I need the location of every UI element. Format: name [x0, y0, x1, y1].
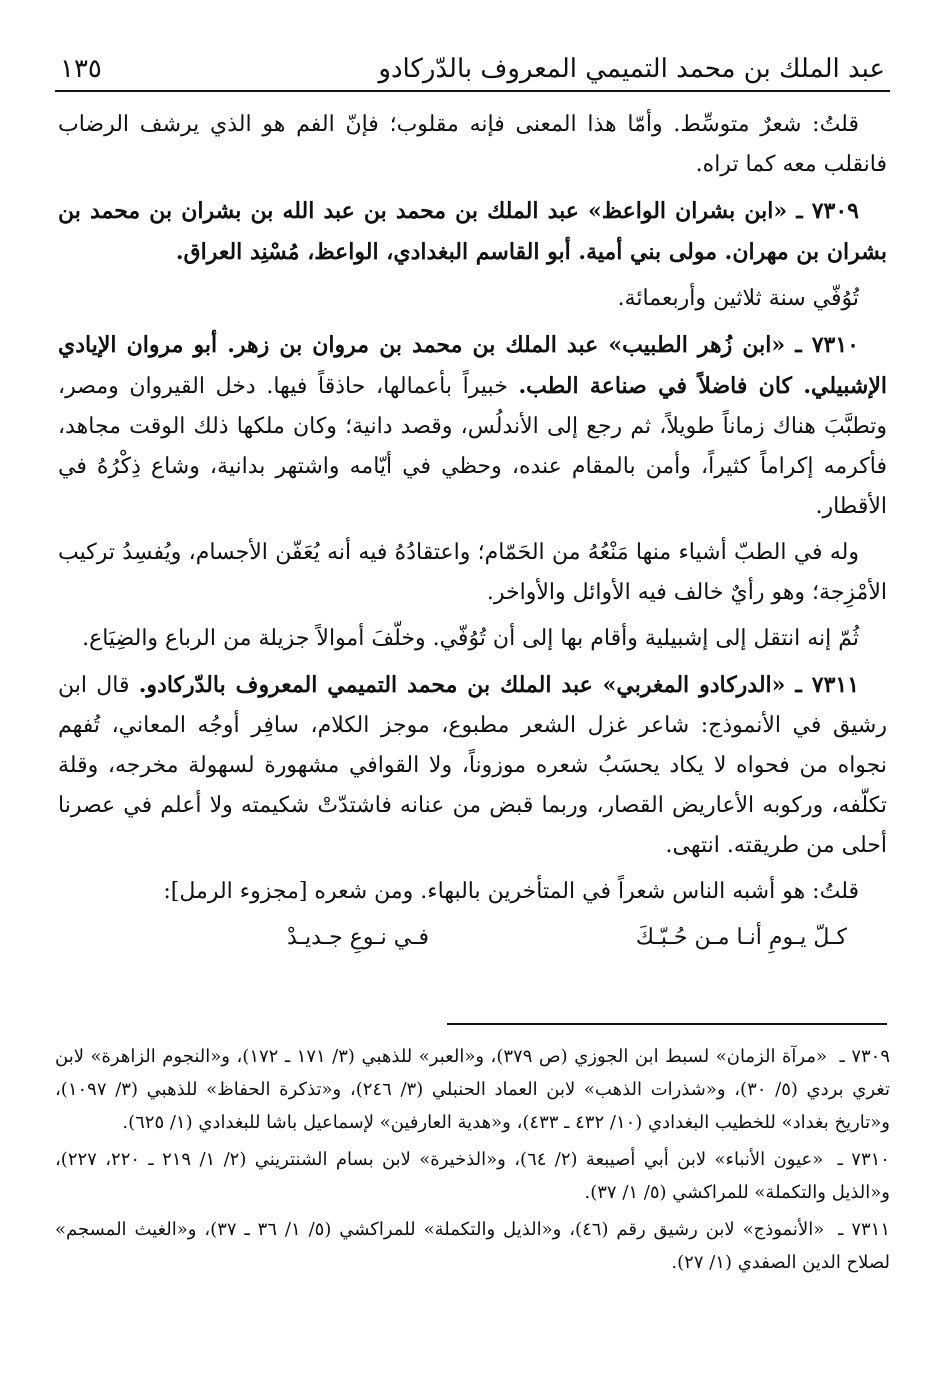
main-text: [58, 105, 887, 958]
footnotes: [55, 1040, 890, 1283]
paragraph: وله في الطبّ أشياء منها مَنْعُهُ من الحَمّام؛ واعتقادُهُ فيه أنه يُعَفّن الأجسام، ويُفسِدُ تركيب الأمْزِجة؛ وهو رأيٌ خالف فيه الأوائل والأواخر.: [58, 540, 887, 605]
footnote-rule: [447, 1023, 887, 1025]
paragraph: قلتُ: شعرٌ متوسِّط. وأمّا هذا المعنى فإنه مقلوب؛ فإنّ الفم هو الذي يرشف الرضاب فانقلب معه كما تراه.: [58, 112, 887, 177]
poem-verse: [287, 918, 847, 958]
poem-hemistich-first: كـلّ يـومِ أنـا مـن حُـبّـكَ: [635, 925, 847, 950]
paragraph: قلتُ: هو أشبه الناس شعراً في المتأخرين بالبهاء. ومن شعره [مجزوء الرمل]:: [163, 879, 859, 904]
footnote-text: «مرآة الزمان» لسبط ابن الجوزي (ص ٣٧٩)، و«العبر» للذهبي (٣/ ١٧١ ـ ١٧٢)، و«النجوم الزاهرة» لابن تغري بردي (٥/ ٣٠)، و«شذرات الذهب» لابن العماد الحنبلي (٣/ ٢٤٦)، و«تذكرة الحفاظ» للذهبي (٣/ ١٠٩٧)، و«تاريخ بغداد» للخطيب البغدادي (١٠/ ٤٣٢ ـ ٤٣٣)، و«هدية العارفين» لإسماعيل باشا للبغدادي (١/ ٦٢٥).: [55, 1046, 890, 1133]
entry-heading: ٧٣١١ ـ «الدركادو المغربي» عبد الملك بن محمد التميمي المعروف بالدّركادو.: [138, 672, 860, 698]
paragraph: تُوُفّي سنة ثلاثين وأربعمائة.: [617, 286, 859, 311]
entry-7311: [58, 665, 887, 866]
entry-7310: [58, 325, 887, 527]
page-number: ١٣٥: [60, 54, 102, 85]
footnote-number: ٧٣١٠ ـ: [837, 1149, 890, 1170]
footnote: [55, 1040, 890, 1139]
footnote: [55, 1143, 890, 1209]
header-rule: [55, 90, 890, 92]
footnote-number: ٧٣١١ ـ: [838, 1219, 890, 1240]
page-header: [60, 40, 885, 84]
footnote: [55, 1213, 890, 1279]
entry-text: خبيراً بأعمالها، حاذقاً فيها. دخل القيروان ومصر، وتطبَّبَ هناك زماناً طويلاً، ثم رجع إلى الأندلُس، وقصد دانية؛ وكان ملكها ذلك الوقت مجاهد، فأكرمه إكراماً كثيراً، وأمن بالمقام عنده، وحظي في أيّامه واشتهر بدانية، وشاع ذِكْرُهُ في الأقطار.: [58, 374, 887, 519]
entry-heading: ٧٣١٠ ـ «ابن زُهر الطبيب» عبد الملك بن محمد بن مروان بن زهر. أبو مروان الإيادي الإشبيلي. كان فاضلاً في صناعة الطب.: [58, 332, 887, 399]
running-title: عبد الملك بن محمد التميمي المعروف بالدّركادو: [378, 54, 885, 85]
entry-text: قال ابن رشيق في الأنموذج: شاعر غزل الشعر مطبوع، موجز الكلام، سافِر أوجُه المعاني، تُفهم نجواه من فحواه لا يكاد يحسَبُ شعره موزوناً، ولا القوافي مشهورة لسهولة مخرجه، وقلة تكلّفه، وركوبه الأعاريض القصار، وربما قبض من عنانه فاشتدّتْ شكيمته ولا أعلم في عصرنا أحلى من طريقته. انتهى.: [58, 673, 887, 858]
paragraph: ثُمّ إنه انتقل إلى إشبيلية وأقام بها إلى أن تُوُفّي. وخلّفَ أموالاً جزيلة من الرباع والضِيَاع.: [82, 626, 859, 651]
footnote-text: «عيون الأنباء» لابن أبي أصيبعة (٢/ ٦٤)، و«الذخيرة» لابن بسام الشنتريني (٢/ ١/ ٢١٩ ـ ٢٢٠، ٢٢٧)، و«الذيل والتكملة» للمراكشي (٥/ ١/ ٣٧).: [55, 1149, 890, 1203]
entry-7309: [58, 191, 887, 273]
footnote-number: ٧٣٠٩ ـ: [839, 1046, 890, 1067]
poem-hemistich-second: فـي نـوعِ جـديـدْ: [287, 925, 430, 950]
entry-heading: ٧٣٠٩ ـ «ابن بشران الواعظ» عبد الملك بن محمد بن عبد الله بن بشران بن محمد بن بشران بن مهران. مولى بني أمية. أبو القاسم البغدادي، الواعظ، مُسْنِد العراق.: [58, 198, 887, 265]
footnote-text: «الأنموذج» لابن رشيق رقم (٤٦)، و«الذيل والتكملة» للمراكشي (٥/ ١/ ٣٦ ـ ٣٧)، و«الغيث المسجم» لصلاح الدين الصفدي (١/ ٢٧).: [55, 1219, 890, 1273]
